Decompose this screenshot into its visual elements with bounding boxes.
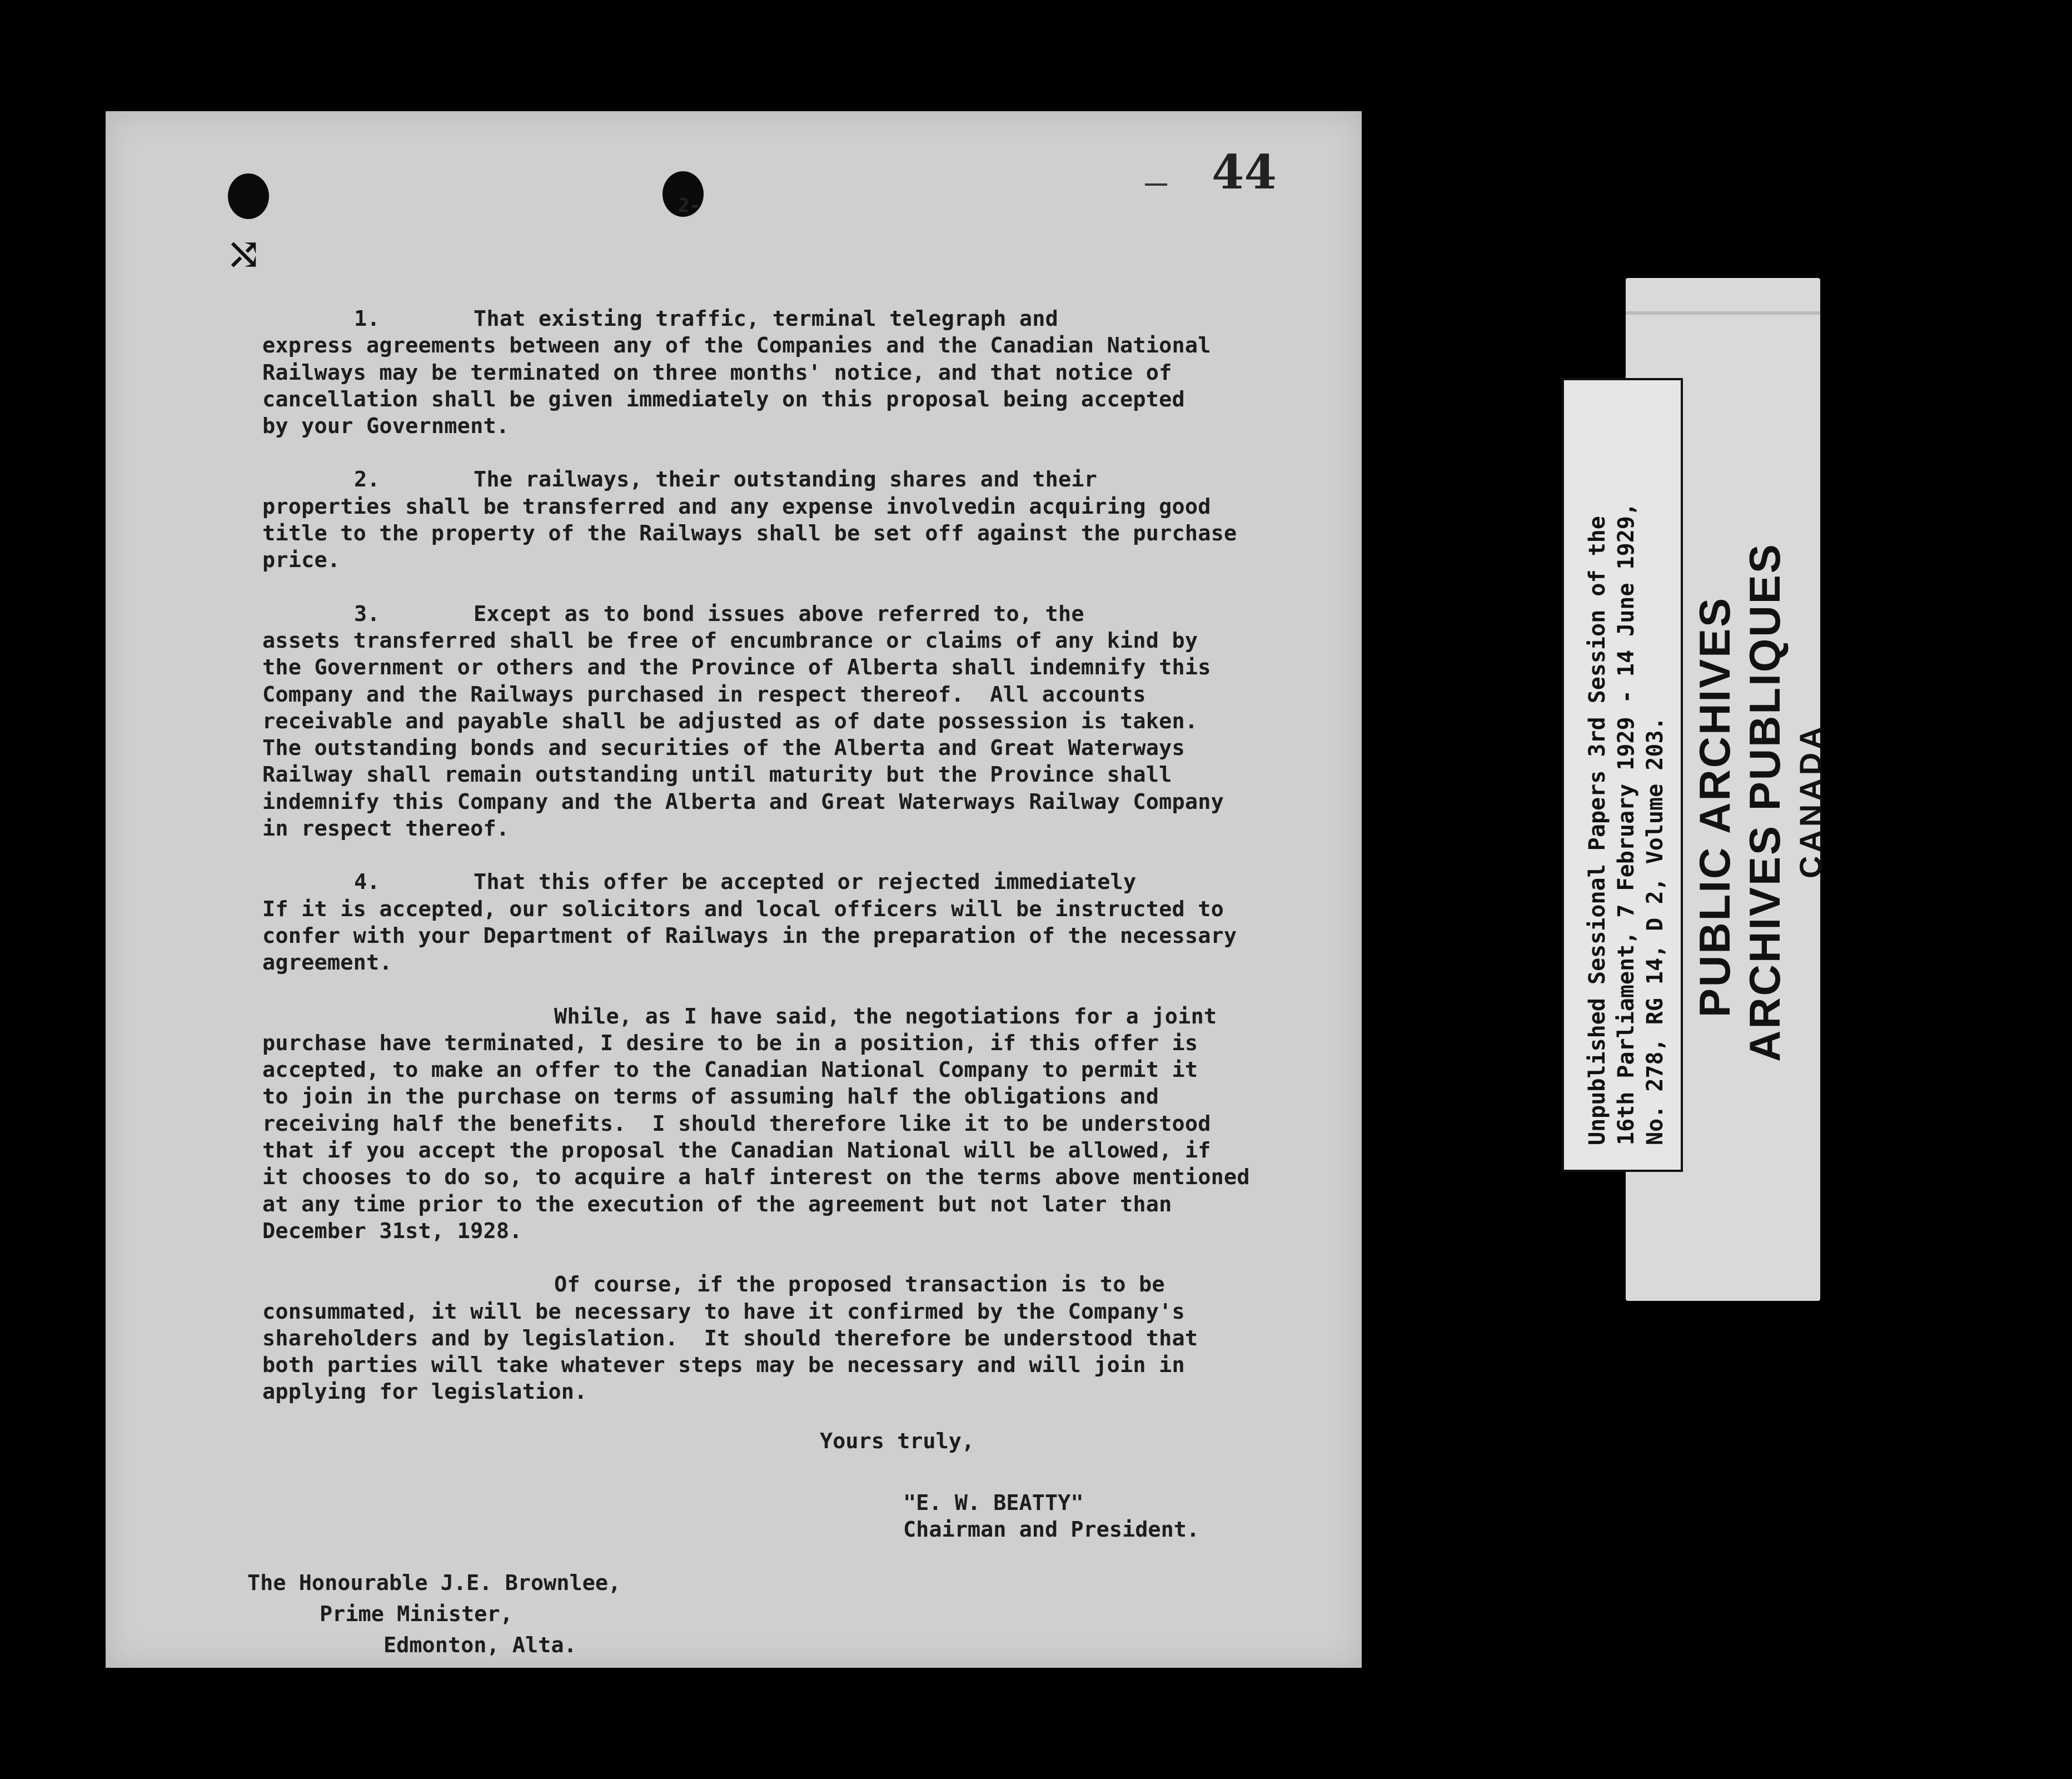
paragraph-number: 1. [354, 306, 380, 331]
addressee-title: Prime Minister, [320, 1602, 513, 1627]
paragraph [262, 869, 1363, 976]
closing-block [820, 1429, 974, 1454]
addressee-block [247, 1568, 621, 1661]
page-mark: 2- [678, 195, 701, 217]
paragraph-line: price. [262, 548, 341, 573]
paragraph [262, 601, 1363, 843]
paragraph-text: That this offer be accepted or rejected immediately [474, 869, 1137, 895]
paragraph-line: consummated, it will be necessary to have it confirmed by the Company's [262, 1299, 1185, 1324]
paragraph-line: receiving half the benefits. I should therefore like it to be understood [262, 1111, 1211, 1136]
page-number: 44 [1212, 145, 1277, 200]
paragraph-line: by your Government. [262, 414, 510, 439]
paragraph-line: receivable and payable shall be adjusted as of date possession is taken. [262, 708, 1198, 734]
paragraph-line: accepted, to make an offer to the Canadian National Company to permit it [262, 1057, 1198, 1083]
paragraph-line: both parties will take whatever steps may be necessary and will join in [262, 1353, 1185, 1378]
paragraph-line: confer with your Department of Railways in the preparation of the necessary [262, 923, 1237, 948]
signer-title: Chairman and President. [903, 1517, 1200, 1542]
paragraph-text: While, as I have said, the negotiations for a joint [554, 1003, 1217, 1029]
paragraph-text: That existing traffic, terminal telegraph and [474, 306, 1059, 331]
paragraph [262, 1271, 1363, 1405]
paragraph-line: Railway shall remain outstanding until maturity but the Province shall [262, 762, 1172, 788]
signature-block [903, 1490, 1199, 1543]
paragraph-line: Railways may be terminated on three months' notice, and that notice of [262, 360, 1172, 385]
letter-body [262, 306, 1363, 1433]
paragraph-line: shareholders and by legislation. It should therefore be understood that [262, 1325, 1198, 1351]
paragraph-line: indemnify this Company and the Alberta and Great Waterways Railway Company [262, 789, 1224, 814]
ink-mark: ⤭ [225, 228, 263, 280]
pen-mark [1145, 183, 1167, 186]
paragraph-line: properties shall be transferred and any expense involvedin acquiring good [262, 494, 1211, 519]
paragraph-line: express agreements between any of the Companies and the Canadian National [262, 333, 1211, 359]
paragraph-line: the Government or others and the Province of Alberta shall indemnify this [262, 655, 1211, 680]
paragraph-number: 4. [354, 869, 380, 895]
paragraph-line: to join in the purchase on terms of assuming half the obligations and [262, 1084, 1159, 1110]
paragraph-line: title to the property of the Railways shall be set off against the purchase [262, 521, 1237, 546]
signature: "E. W. BEATTY" [903, 1490, 1084, 1515]
paragraph-first-line [262, 869, 1363, 896]
paragraph-line: agreement. [262, 950, 392, 976]
paragraph-line: The outstanding bonds and securities of the Alberta and Great Waterways [262, 736, 1185, 761]
paragraph-first-line [262, 1271, 1363, 1298]
paragraph-number: 2. [354, 467, 380, 493]
archives-stamp-line: PUBLIC ARCHIVES [1690, 596, 1739, 1017]
salutation: Yours truly, [820, 1429, 975, 1454]
paragraph-text: The railways, their outstanding shares and their [474, 467, 1098, 493]
citation-line: 16th Parliament, 7 February 1929 - 14 June 1929, [1613, 503, 1639, 1145]
paragraph-number: 3. [354, 601, 380, 627]
archives-stamp-line: ARCHIVES PUBLIQUES [1740, 543, 1789, 1062]
card-edge [1626, 311, 1820, 315]
punch-hole [228, 173, 269, 219]
archives-stamp-country: CANADA [1793, 723, 1828, 878]
citation-line: Unpublished Sessional Papers 3rd Session of the [1585, 516, 1610, 1145]
addressee-city: Edmonton, Alta. [383, 1633, 577, 1658]
paragraph-first-line [262, 306, 1363, 332]
addressee-name: The Honourable J.E. Brownlee, [247, 1571, 621, 1596]
paragraph-line: applying for legislation. [262, 1379, 587, 1405]
paragraph-line: at any time prior to the execution of the agreement but not later than [262, 1191, 1172, 1217]
paragraph-text: Of course, if the proposed transaction is to be [554, 1272, 1165, 1298]
paragraph-line: in respect thereof. [262, 816, 510, 842]
paragraph [262, 1003, 1363, 1245]
paragraph [262, 306, 1363, 440]
document-page [106, 111, 1362, 1668]
paragraph-line: that if you accept the proposal the Canadian National will be allowed, if [262, 1138, 1211, 1164]
paragraph-line: If it is accepted, our solicitors and local officers will be instructed to [262, 896, 1224, 922]
citation-line: No. 278, RG 14, D 2, Volume 203. [1642, 717, 1668, 1145]
paragraph-line: Company and the Railways purchased in respect thereof. All accounts [262, 682, 1146, 707]
paragraph-line: cancellation shall be given immediately on this proposal being accepted [262, 386, 1185, 412]
paragraph-line: assets transferred shall be free of encumbrance or claims of any kind by [262, 628, 1198, 653]
paragraph-line: purchase have terminated, I desire to be in a position, if this offer is [262, 1030, 1198, 1056]
paragraph-line: it chooses to do so, to acquire a half interest on the terms above mentioned [262, 1165, 1250, 1190]
paragraph-first-line [262, 1003, 1363, 1030]
paragraph [262, 466, 1363, 574]
paragraph-first-line [262, 601, 1363, 628]
paragraph-text: Except as to bond issues above referred to, the [474, 601, 1084, 627]
paragraph-first-line [262, 466, 1363, 493]
paragraph-line: December 31st, 1928. [262, 1218, 522, 1244]
